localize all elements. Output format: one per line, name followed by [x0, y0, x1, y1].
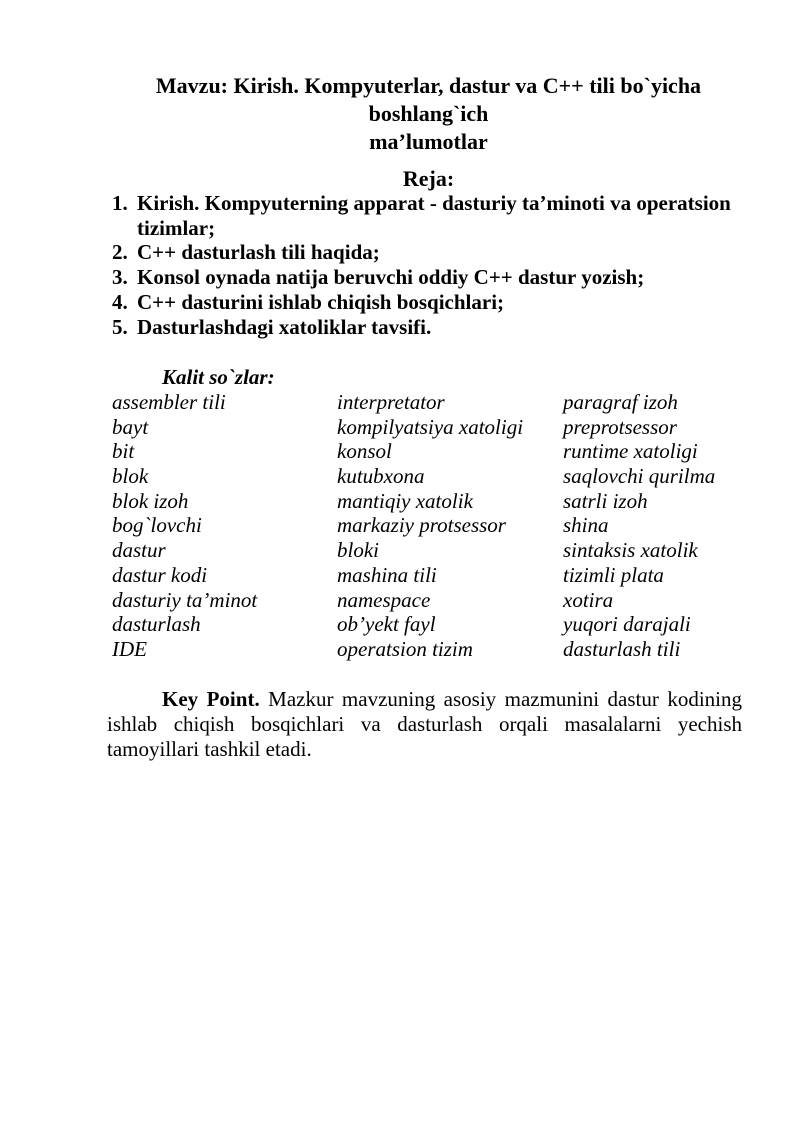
keyword-item: tizimli plata: [563, 562, 664, 587]
keyword-item: mantiqiy xatolik: [337, 488, 473, 513]
keyword-item: preprotsessor: [563, 414, 677, 439]
plan-item-number: 5.: [112, 314, 128, 339]
keyword-item: kompilyatsiya xatoligi: [337, 414, 524, 439]
keyword-item: konsol: [337, 439, 392, 464]
keywords-heading: Kalit so`zlar:: [162, 365, 275, 390]
keywords-table: [112, 390, 742, 662]
keyword-item: bloki: [337, 538, 379, 563]
keyword-item: kutubxona: [337, 464, 425, 489]
keyword-item: markaziy protsessor: [337, 513, 506, 538]
keywords-column-3: [563, 390, 742, 662]
plan-item-text: Dasturlashdagi xatoliklar tavsifi.: [137, 314, 432, 339]
keyword-item: interpretator: [337, 389, 445, 414]
plan-item-text: C++ dasturlash tili haqida;: [137, 240, 380, 265]
plan-item: [112, 240, 742, 265]
plan-list: [112, 191, 742, 339]
plan-item-text: Kirish. Kompyuterning apparat - dasturiy ta’minoti va operatsion tizimlar;: [137, 191, 731, 240]
plan-item-text: Konsol oynada natija beruvchi oddiy C++ dastur yozish;: [137, 265, 645, 290]
keyword-item: saqlovchi qurilma: [563, 464, 716, 489]
keyword-item: blok izoh: [112, 488, 189, 513]
plan-heading: Reja:: [402, 166, 455, 191]
plan-item-number: 3.: [112, 265, 128, 290]
keyword-item: mashina tili: [337, 562, 437, 587]
plan-item-number: 1.: [112, 191, 128, 215]
keyword-item: dasturlash: [112, 612, 201, 637]
plan-item: [112, 191, 742, 240]
key-point-label: Key Point.: [162, 686, 260, 711]
keywords-column-2: [337, 390, 563, 662]
keyword-item: bit: [112, 439, 135, 464]
keywords-column-1: [112, 390, 337, 662]
plan-item: [112, 315, 742, 340]
title-line-1: Mavzu: Kirish. Kompyuterlar, dastur va C++ tili bo`yicha boshlang`ich: [155, 73, 702, 126]
keyword-item: IDE: [112, 636, 147, 661]
keyword-item: assembler tili: [112, 389, 226, 414]
keyword-item: dasturiy ta’minot: [112, 587, 258, 612]
keyword-item: shina: [563, 513, 609, 538]
keyword-item: bog`lovchi: [112, 513, 202, 538]
plan-item: [112, 290, 742, 315]
key-point-text: Mazkur mavzuning asosiy mazmunini dastur kodining ishlab chiqish bosqichlari va dasturlash orqali masalalarni yechish tamoyillari tashkil etadi.: [107, 686, 742, 761]
keyword-item: sintaksis xatolik: [563, 538, 698, 563]
key-point-paragraph: [107, 687, 742, 762]
keyword-item: satrli izoh: [563, 488, 648, 513]
plan-item-text: C++ dasturini ishlab chiqish bosqichlari;: [137, 289, 505, 314]
keyword-item: ob’yekt fayl: [337, 612, 436, 637]
keyword-item: namespace: [337, 587, 431, 612]
plan-item: [112, 265, 742, 290]
keyword-item: yuqori darajali: [563, 612, 691, 637]
document-title: [107, 72, 742, 156]
plan-item-number: 2.: [112, 240, 128, 265]
keyword-item: dastur kodi: [112, 562, 208, 587]
keyword-item: xotira: [563, 587, 614, 612]
keyword-item: operatsion tizim: [337, 636, 473, 661]
keyword-item: dasturlash tili: [563, 636, 681, 661]
title-line-2: ma’lumotlar: [369, 129, 488, 154]
keyword-item: bayt: [112, 414, 149, 439]
keyword-item: paragraf izoh: [563, 389, 678, 414]
plan-item-number: 4.: [112, 289, 128, 314]
keyword-item: dastur: [112, 538, 166, 563]
keyword-item: runtime xatoligi: [563, 439, 698, 464]
keyword-item: blok: [112, 464, 149, 489]
